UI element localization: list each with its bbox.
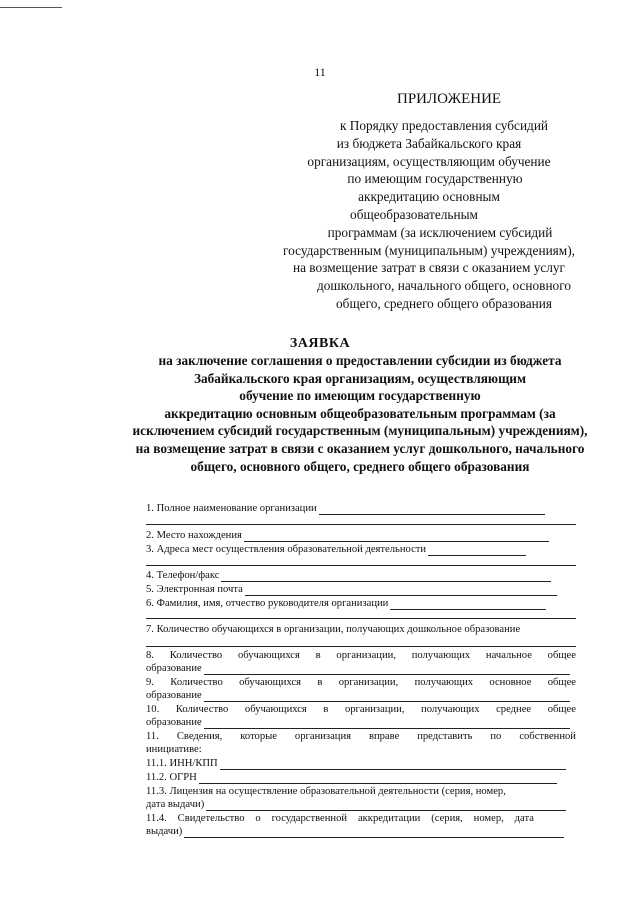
appendix-line: программам (за исключением субсидий [327, 224, 553, 240]
word: номер, [473, 813, 504, 824]
application-subtitle [86, 352, 634, 475]
word: аккредитации [357, 813, 421, 824]
word: основное [489, 677, 532, 688]
field-primary-count-cont [146, 661, 570, 675]
field-label: 7. Количество обучающихся в организации, получающих дошкольное образование [146, 624, 521, 635]
word: в [317, 677, 323, 688]
word: организации, [338, 677, 399, 688]
appendix-line: организациям, осуществляющим обучение [307, 153, 551, 169]
field-label: образование [146, 690, 202, 701]
word: среднее [496, 704, 532, 715]
appendix-line: аккредитацию основным [358, 189, 500, 205]
word: обучающихся [239, 677, 302, 688]
word: которые [240, 731, 277, 742]
word: Количество [175, 704, 229, 715]
field-label: 6. Фамилия, имя, отчество руководителя организации [146, 598, 389, 609]
field-label: дата выдачи) [146, 799, 205, 810]
word: получающих [414, 677, 474, 688]
word: Количество [169, 650, 223, 661]
subtitle-line: исключением субсидий государственным (муниципальным) учреждениям), [132, 423, 588, 439]
field-label: выдачи) [146, 826, 183, 837]
word: государственной [271, 813, 348, 824]
word: Сведения, [176, 731, 223, 742]
fill-line[interactable] [199, 773, 557, 784]
appendix-line: из бюджета Забайкальского края [336, 135, 522, 151]
appendix-line: к Порядку предоставления субсидий [339, 118, 549, 133]
field-accreditation [146, 811, 534, 825]
field-email [146, 582, 557, 596]
application-title: ЗАЯВКА [289, 336, 351, 351]
appendix-title: ПРИЛОЖЕНИЕ [397, 91, 502, 107]
word: организации, [344, 704, 405, 715]
word: Свидетельство [177, 813, 245, 824]
subtitle-line: Забайкальского края организациям, осуществляющим [193, 370, 527, 386]
corner-scan-mark [0, 7, 62, 8]
field-label: образование [146, 663, 202, 674]
appendix-line: на возмещение затрат в связи с оказанием услуг [292, 260, 566, 276]
word: дата [514, 813, 534, 824]
word: 9. [146, 677, 154, 688]
appendix-line: общего, среднего общего образования [336, 295, 552, 311]
subtitle-line: на возмещение затрат в связи с оказанием услуг дошкольного, начального [135, 440, 585, 456]
field-license-cont [146, 797, 566, 811]
field-label: 1. Полное наименование организации [146, 503, 317, 514]
blank-line[interactable] [146, 565, 576, 566]
field-label: образование [146, 717, 202, 728]
word: обучающихся [244, 704, 307, 715]
word: представить [417, 731, 473, 742]
fill-line[interactable] [390, 599, 546, 610]
word: в [315, 650, 321, 661]
field-label: 2. Место нахождения [146, 530, 242, 541]
field-location [146, 528, 549, 542]
field-preschool-count [146, 622, 520, 636]
appendix-caption [262, 117, 596, 313]
fill-line[interactable] [220, 759, 566, 770]
word: общее [547, 704, 576, 715]
field-additional-info [146, 729, 576, 743]
fill-line[interactable] [319, 504, 545, 515]
field-secondary-count [146, 702, 576, 716]
word: Количество [170, 677, 223, 688]
word: организации, [336, 650, 396, 661]
field-additional-info-cont [146, 742, 202, 756]
fill-line[interactable] [204, 664, 570, 675]
word: общее [547, 677, 576, 688]
field-basic-count-cont [146, 688, 570, 702]
field-director-name [146, 596, 546, 610]
field-license [146, 784, 506, 798]
word: организация [294, 731, 351, 742]
field-inn-kpp [146, 756, 566, 770]
field-label: 3. Адреса мест осуществления образовательной деятельности [146, 544, 427, 555]
subtitle-line: общего, основного общего, среднего общего образования [190, 458, 530, 474]
appendix-line: государственным (муниципальным) учреждениям), [283, 242, 575, 258]
fill-line[interactable] [204, 718, 570, 729]
word: начальное [485, 650, 532, 661]
subtitle-line: обучение по имеющим государственную [239, 388, 481, 404]
word: о [255, 813, 261, 824]
word: 11. [146, 731, 159, 742]
field-basic-count [146, 675, 576, 689]
word: собственной [519, 731, 576, 742]
fill-line[interactable] [184, 827, 564, 838]
word: получающих [421, 704, 480, 715]
fill-line[interactable] [204, 691, 570, 702]
field-primary-count [146, 648, 576, 662]
field-label: 11.2. ОГРН [146, 772, 197, 783]
subtitle-line: аккредитацию основным общеобразовательным программам (за [164, 405, 556, 421]
word: 8. [146, 650, 154, 661]
page-number: 11 [314, 65, 326, 79]
field-phone-fax [146, 568, 551, 582]
field-label: 11.3. Лицензия на осуществление образовательной деятельности (серия, номер, [146, 786, 506, 797]
field-secondary-count-cont [146, 715, 570, 729]
word: вправе [368, 731, 400, 742]
word: (серия, [431, 813, 463, 824]
word: обучающихся [237, 650, 300, 661]
fill-line[interactable] [428, 545, 526, 556]
fill-line[interactable] [244, 531, 549, 542]
field-ogrn [146, 770, 557, 784]
field-full-name [146, 501, 545, 515]
word: в [323, 704, 329, 715]
appendix-line: общеобразовательным [350, 206, 478, 222]
field-accreditation-cont [146, 824, 564, 838]
appendix-line: по имеющим государственную [347, 171, 523, 187]
subtitle-line: на заключение соглашения о предоставлении субсидии из бюджета [158, 353, 562, 368]
field-activity-addresses [146, 542, 526, 556]
field-label: 5. Электронная почта [146, 584, 243, 595]
fill-line[interactable] [245, 585, 557, 596]
word: получающих [411, 650, 471, 661]
blank-line[interactable] [146, 618, 576, 619]
word: общее [547, 650, 576, 661]
blank-line[interactable] [146, 646, 576, 647]
word: 10. [146, 704, 160, 715]
appendix-line: дошкольного, начального общего, основного [317, 278, 571, 294]
field-label: 11.1. ИНН/КПП [146, 758, 218, 769]
word: 11.4. [146, 813, 167, 824]
fill-line[interactable] [206, 800, 566, 811]
field-label: 4. Телефон/факс [146, 570, 220, 581]
word: по [490, 731, 502, 742]
blank-line[interactable] [146, 524, 576, 525]
fill-line[interactable] [221, 571, 551, 582]
field-label: инициативе: [146, 744, 202, 755]
